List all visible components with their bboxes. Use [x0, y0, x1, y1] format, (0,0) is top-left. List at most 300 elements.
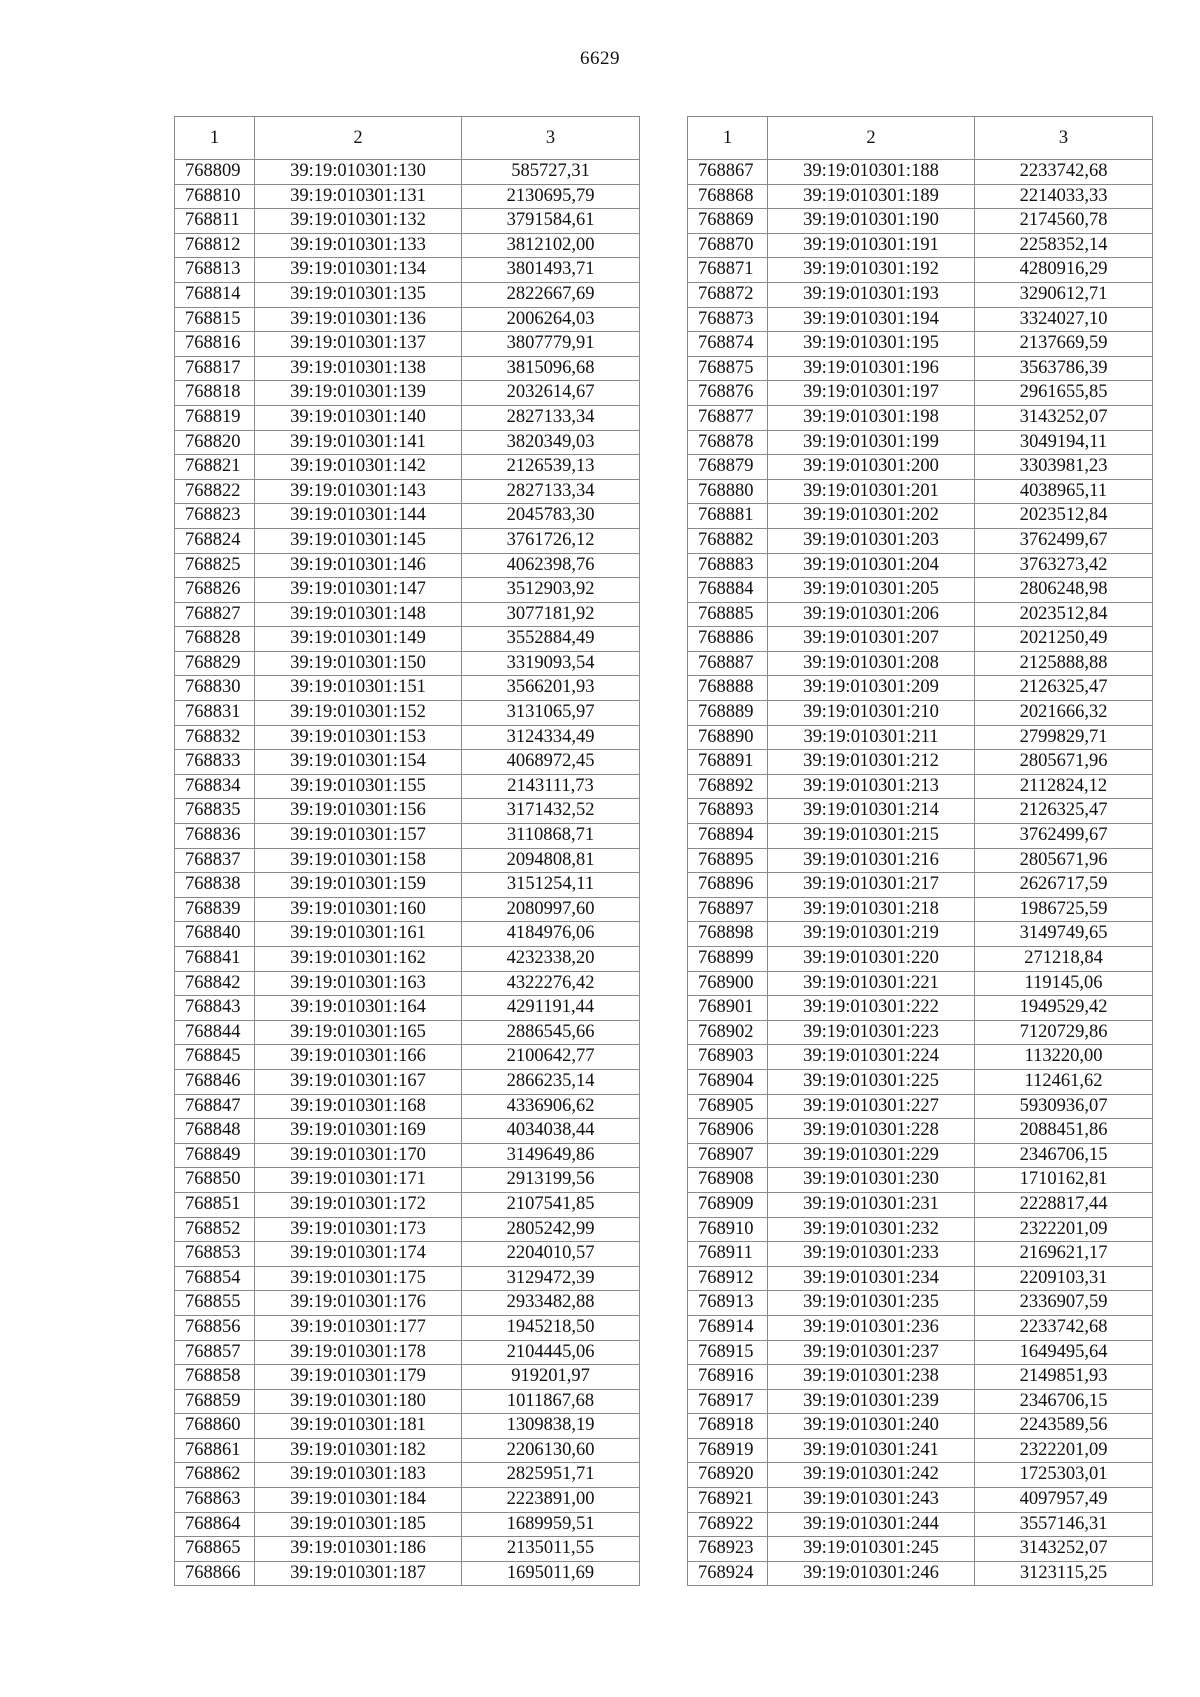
value-cell: 2006264,03: [462, 307, 640, 332]
value-cell: 2204010,57: [462, 1242, 640, 1267]
value-cell: 2126325,47: [975, 799, 1153, 824]
value-cell: 3143252,07: [975, 405, 1153, 430]
value-cell: 2805671,96: [975, 848, 1153, 873]
value-cell: 2126325,47: [975, 676, 1153, 701]
value-cell: 1710162,81: [975, 1168, 1153, 1193]
value-cell: 3131065,97: [462, 701, 640, 726]
value-cell: 2346706,15: [975, 1389, 1153, 1414]
record-number-cell: 768846: [175, 1069, 255, 1094]
cadastral-number-cell: 39:19:010301:242: [768, 1463, 975, 1488]
cadastral-number-cell: 39:19:010301:146: [255, 553, 462, 578]
record-number-cell: 768907: [688, 1143, 768, 1168]
record-number-cell: 768819: [175, 405, 255, 430]
record-number-cell: 768889: [688, 701, 768, 726]
column-header-3: 3: [462, 117, 640, 160]
table-row: [688, 1389, 1153, 1414]
record-number-cell: 768865: [175, 1537, 255, 1562]
cadastral-number-cell: 39:19:010301:232: [768, 1217, 975, 1242]
table-row: [688, 873, 1153, 898]
table-row: [175, 824, 640, 849]
record-number-cell: 768901: [688, 996, 768, 1021]
table-row: [175, 1069, 640, 1094]
value-cell: 2209103,31: [975, 1266, 1153, 1291]
cadastral-number-cell: 39:19:010301:178: [255, 1340, 462, 1365]
record-number-cell: 768851: [175, 1192, 255, 1217]
table-row: [175, 627, 640, 652]
record-number-cell: 768885: [688, 602, 768, 627]
value-cell: 2149851,93: [975, 1365, 1153, 1390]
value-cell: 4232338,20: [462, 947, 640, 972]
record-number-cell: 768894: [688, 824, 768, 849]
value-cell: 1309838,19: [462, 1414, 640, 1439]
table-row: [688, 824, 1153, 849]
value-cell: 2125888,88: [975, 651, 1153, 676]
table-row: [688, 430, 1153, 455]
cadastral-number-cell: 39:19:010301:162: [255, 947, 462, 972]
cadastral-number-cell: 39:19:010301:164: [255, 996, 462, 1021]
record-number-cell: 768827: [175, 602, 255, 627]
cadastral-number-cell: 39:19:010301:196: [768, 356, 975, 381]
cadastral-number-cell: 39:19:010301:236: [768, 1315, 975, 1340]
record-number-cell: 768875: [688, 356, 768, 381]
value-cell: 2126539,13: [462, 455, 640, 480]
table-row: [175, 1143, 640, 1168]
table-row: [688, 1291, 1153, 1316]
register-table-left: [174, 116, 640, 1586]
record-number-cell: 768910: [688, 1217, 768, 1242]
value-cell: 3566201,93: [462, 676, 640, 701]
cadastral-number-cell: 39:19:010301:233: [768, 1242, 975, 1267]
cadastral-number-cell: 39:19:010301:168: [255, 1094, 462, 1119]
record-number-cell: 768840: [175, 922, 255, 947]
value-cell: 4291191,44: [462, 996, 640, 1021]
record-number-cell: 768899: [688, 947, 768, 972]
table-header-row: [688, 117, 1153, 160]
record-number-cell: 768900: [688, 971, 768, 996]
record-number-cell: 768918: [688, 1414, 768, 1439]
value-cell: 2805671,96: [975, 750, 1153, 775]
record-number-cell: 768821: [175, 455, 255, 480]
record-number-cell: 768884: [688, 578, 768, 603]
table-row: [175, 873, 640, 898]
value-cell: 3077181,92: [462, 602, 640, 627]
cadastral-number-cell: 39:19:010301:165: [255, 1020, 462, 1045]
record-number-cell: 768831: [175, 701, 255, 726]
record-number-cell: 768911: [688, 1242, 768, 1267]
value-cell: 3552884,49: [462, 627, 640, 652]
cadastral-number-cell: 39:19:010301:245: [768, 1537, 975, 1562]
record-number-cell: 768844: [175, 1020, 255, 1045]
value-cell: 2886545,66: [462, 1020, 640, 1045]
value-cell: 1986725,59: [975, 897, 1153, 922]
table-row: [175, 455, 640, 480]
record-number-cell: 768856: [175, 1315, 255, 1340]
record-number-cell: 768886: [688, 627, 768, 652]
table-row: [688, 897, 1153, 922]
table-row: [175, 1192, 640, 1217]
table-row: [688, 381, 1153, 406]
record-number-cell: 768903: [688, 1045, 768, 1070]
record-number-cell: 768921: [688, 1488, 768, 1513]
value-cell: 271218,84: [975, 947, 1153, 972]
cadastral-number-cell: 39:19:010301:179: [255, 1365, 462, 1390]
value-cell: 2827133,34: [462, 405, 640, 430]
table-row: [688, 602, 1153, 627]
cadastral-number-cell: 39:19:010301:154: [255, 750, 462, 775]
value-cell: 3807779,91: [462, 332, 640, 357]
record-number-cell: 768866: [175, 1561, 255, 1586]
cadastral-number-cell: 39:19:010301:183: [255, 1463, 462, 1488]
table-row: [688, 209, 1153, 234]
table-row: [175, 897, 640, 922]
table-body-left: [175, 160, 640, 1586]
record-number-cell: 768859: [175, 1389, 255, 1414]
record-number-cell: 768838: [175, 873, 255, 898]
value-cell: 2023512,84: [975, 504, 1153, 529]
table-row: [688, 405, 1153, 430]
table-row: [175, 504, 640, 529]
value-cell: 2322201,09: [975, 1217, 1153, 1242]
table-body-right: [688, 160, 1153, 1586]
value-cell: 3149649,86: [462, 1143, 640, 1168]
table-row: [688, 1488, 1153, 1513]
cadastral-number-cell: 39:19:010301:186: [255, 1537, 462, 1562]
value-cell: 3143252,07: [975, 1537, 1153, 1562]
value-cell: 2080997,60: [462, 897, 640, 922]
cadastral-number-cell: 39:19:010301:169: [255, 1119, 462, 1144]
value-cell: 1949529,42: [975, 996, 1153, 1021]
cadastral-number-cell: 39:19:010301:159: [255, 873, 462, 898]
table-row: [175, 1438, 640, 1463]
cadastral-number-cell: 39:19:010301:230: [768, 1168, 975, 1193]
table-row: [175, 184, 640, 209]
value-cell: 2825951,71: [462, 1463, 640, 1488]
value-cell: 4062398,76: [462, 553, 640, 578]
value-cell: 1725303,01: [975, 1463, 1153, 1488]
table-row: [175, 1389, 640, 1414]
cadastral-number-cell: 39:19:010301:212: [768, 750, 975, 775]
cadastral-number-cell: 39:19:010301:191: [768, 233, 975, 258]
cadastral-number-cell: 39:19:010301:224: [768, 1045, 975, 1070]
value-cell: 3761726,12: [462, 528, 640, 553]
value-cell: 7120729,86: [975, 1020, 1153, 1045]
table-row: [175, 282, 640, 307]
value-cell: 3123115,25: [975, 1561, 1153, 1586]
column-header-1: 1: [688, 117, 768, 160]
cadastral-number-cell: 39:19:010301:208: [768, 651, 975, 676]
cadastral-number-cell: 39:19:010301:225: [768, 1069, 975, 1094]
value-cell: 2112824,12: [975, 774, 1153, 799]
table-row: [175, 651, 640, 676]
cadastral-number-cell: 39:19:010301:228: [768, 1119, 975, 1144]
record-number-cell: 768828: [175, 627, 255, 652]
cadastral-number-cell: 39:19:010301:189: [768, 184, 975, 209]
value-cell: 2322201,09: [975, 1438, 1153, 1463]
table-row: [688, 1315, 1153, 1340]
record-number-cell: 768877: [688, 405, 768, 430]
record-number-cell: 768854: [175, 1266, 255, 1291]
table-row: [688, 701, 1153, 726]
record-number-cell: 768915: [688, 1340, 768, 1365]
table-row: [175, 1365, 640, 1390]
value-cell: 3763273,42: [975, 553, 1153, 578]
cadastral-number-cell: 39:19:010301:227: [768, 1094, 975, 1119]
record-number-cell: 768870: [688, 233, 768, 258]
table-row: [688, 947, 1153, 972]
record-number-cell: 768809: [175, 160, 255, 185]
cadastral-number-cell: 39:19:010301:184: [255, 1488, 462, 1513]
table-row: [688, 1365, 1153, 1390]
value-cell: 4034038,44: [462, 1119, 640, 1144]
value-cell: 3512903,92: [462, 578, 640, 603]
value-cell: 3303981,23: [975, 455, 1153, 480]
cadastral-number-cell: 39:19:010301:142: [255, 455, 462, 480]
cadastral-number-cell: 39:19:010301:221: [768, 971, 975, 996]
value-cell: 3815096,68: [462, 356, 640, 381]
value-cell: 2866235,14: [462, 1069, 640, 1094]
record-number-cell: 768829: [175, 651, 255, 676]
value-cell: 119145,06: [975, 971, 1153, 996]
value-cell: 1945218,50: [462, 1315, 640, 1340]
table-row: [688, 1119, 1153, 1144]
record-number-cell: 768820: [175, 430, 255, 455]
table-row: [688, 553, 1153, 578]
record-number-cell: 768815: [175, 307, 255, 332]
record-number-cell: 768881: [688, 504, 768, 529]
value-cell: 2336907,59: [975, 1291, 1153, 1316]
value-cell: 2135011,55: [462, 1537, 640, 1562]
record-number-cell: 768874: [688, 332, 768, 357]
record-number-cell: 768841: [175, 947, 255, 972]
table-row: [688, 750, 1153, 775]
value-cell: 2214033,33: [975, 184, 1153, 209]
cadastral-number-cell: 39:19:010301:160: [255, 897, 462, 922]
cadastral-number-cell: 39:19:010301:239: [768, 1389, 975, 1414]
value-cell: 2233742,68: [975, 160, 1153, 185]
table-row: [175, 233, 640, 258]
table-row: [688, 1463, 1153, 1488]
value-cell: 2045783,30: [462, 504, 640, 529]
table-row: [688, 332, 1153, 357]
cadastral-number-cell: 39:19:010301:235: [768, 1291, 975, 1316]
table-row: [688, 1537, 1153, 1562]
cadastral-number-cell: 39:19:010301:133: [255, 233, 462, 258]
cadastral-number-cell: 39:19:010301:137: [255, 332, 462, 357]
record-number-cell: 768814: [175, 282, 255, 307]
table-row: [688, 1512, 1153, 1537]
cadastral-number-cell: 39:19:010301:231: [768, 1192, 975, 1217]
record-number-cell: 768880: [688, 479, 768, 504]
value-cell: 3049194,11: [975, 430, 1153, 455]
cadastral-number-cell: 39:19:010301:177: [255, 1315, 462, 1340]
value-cell: 1649495,64: [975, 1340, 1153, 1365]
cadastral-number-cell: 39:19:010301:151: [255, 676, 462, 701]
record-number-cell: 768811: [175, 209, 255, 234]
cadastral-number-cell: 39:19:010301:182: [255, 1438, 462, 1463]
cadastral-number-cell: 39:19:010301:175: [255, 1266, 462, 1291]
cadastral-number-cell: 39:19:010301:244: [768, 1512, 975, 1537]
table-row: [175, 1315, 640, 1340]
record-number-cell: 768839: [175, 897, 255, 922]
table-row: [175, 209, 640, 234]
cadastral-number-cell: 39:19:010301:198: [768, 405, 975, 430]
record-number-cell: 768852: [175, 1217, 255, 1242]
value-cell: 3801493,71: [462, 258, 640, 283]
record-number-cell: 768836: [175, 824, 255, 849]
cadastral-number-cell: 39:19:010301:220: [768, 947, 975, 972]
record-number-cell: 768864: [175, 1512, 255, 1537]
value-cell: 2806248,98: [975, 578, 1153, 603]
table-row: [688, 971, 1153, 996]
cadastral-number-cell: 39:19:010301:135: [255, 282, 462, 307]
value-cell: 2822667,69: [462, 282, 640, 307]
value-cell: 2094808,81: [462, 848, 640, 873]
table-row: [688, 282, 1153, 307]
cadastral-number-cell: 39:19:010301:150: [255, 651, 462, 676]
table-row: [175, 1266, 640, 1291]
cadastral-number-cell: 39:19:010301:187: [255, 1561, 462, 1586]
record-number-cell: 768883: [688, 553, 768, 578]
record-number-cell: 768917: [688, 1389, 768, 1414]
cadastral-number-cell: 39:19:010301:174: [255, 1242, 462, 1267]
table-row: [688, 1143, 1153, 1168]
record-number-cell: 768882: [688, 528, 768, 553]
record-number-cell: 768905: [688, 1094, 768, 1119]
table-row: [688, 1069, 1153, 1094]
value-cell: 2258352,14: [975, 233, 1153, 258]
record-number-cell: 768857: [175, 1340, 255, 1365]
table-header-row: [175, 117, 640, 160]
table-row: [688, 1561, 1153, 1586]
cadastral-number-cell: 39:19:010301:148: [255, 602, 462, 627]
cadastral-number-cell: 39:19:010301:149: [255, 627, 462, 652]
cadastral-number-cell: 39:19:010301:240: [768, 1414, 975, 1439]
record-number-cell: 768832: [175, 725, 255, 750]
cadastral-number-cell: 39:19:010301:167: [255, 1069, 462, 1094]
table-row: [688, 1438, 1153, 1463]
record-number-cell: 768912: [688, 1266, 768, 1291]
value-cell: 3557146,31: [975, 1512, 1153, 1537]
value-cell: 113220,00: [975, 1045, 1153, 1070]
value-cell: 3124334,49: [462, 725, 640, 750]
cadastral-number-cell: 39:19:010301:200: [768, 455, 975, 480]
record-number-cell: 768876: [688, 381, 768, 406]
value-cell: 4184976,06: [462, 922, 640, 947]
cadastral-number-cell: 39:19:010301:204: [768, 553, 975, 578]
value-cell: 3129472,39: [462, 1266, 640, 1291]
cadastral-number-cell: 39:19:010301:139: [255, 381, 462, 406]
record-number-cell: 768924: [688, 1561, 768, 1586]
record-number-cell: 768891: [688, 750, 768, 775]
table-row: [175, 701, 640, 726]
table-row: [688, 1217, 1153, 1242]
record-number-cell: 768842: [175, 971, 255, 996]
record-number-cell: 768834: [175, 774, 255, 799]
table-row: [175, 1414, 640, 1439]
table-row: [175, 996, 640, 1021]
value-cell: 4038965,11: [975, 479, 1153, 504]
table-row: [688, 799, 1153, 824]
cadastral-number-cell: 39:19:010301:155: [255, 774, 462, 799]
table-row: [688, 184, 1153, 209]
value-cell: 3319093,54: [462, 651, 640, 676]
table-row: [175, 1561, 640, 1586]
table-row: [688, 258, 1153, 283]
table-row: [688, 356, 1153, 381]
value-cell: 3149749,65: [975, 922, 1153, 947]
cadastral-number-cell: 39:19:010301:176: [255, 1291, 462, 1316]
cadastral-number-cell: 39:19:010301:147: [255, 578, 462, 603]
value-cell: 3762499,67: [975, 528, 1153, 553]
value-cell: 3812102,00: [462, 233, 640, 258]
value-cell: 2032614,67: [462, 381, 640, 406]
table-row: [175, 1119, 640, 1144]
record-number-cell: 768826: [175, 578, 255, 603]
value-cell: 3151254,11: [462, 873, 640, 898]
record-number-cell: 768848: [175, 1119, 255, 1144]
value-cell: 1689959,51: [462, 1512, 640, 1537]
cadastral-number-cell: 39:19:010301:138: [255, 356, 462, 381]
table-row: [688, 578, 1153, 603]
cadastral-number-cell: 39:19:010301:190: [768, 209, 975, 234]
value-cell: 3171432,52: [462, 799, 640, 824]
cadastral-number-cell: 39:19:010301:218: [768, 897, 975, 922]
cadastral-number-cell: 39:19:010301:202: [768, 504, 975, 529]
table-row: [175, 1340, 640, 1365]
cadastral-number-cell: 39:19:010301:207: [768, 627, 975, 652]
table-row: [688, 774, 1153, 799]
table-row: [175, 799, 640, 824]
record-number-cell: 768812: [175, 233, 255, 258]
value-cell: 2799829,71: [975, 725, 1153, 750]
cadastral-number-cell: 39:19:010301:203: [768, 528, 975, 553]
value-cell: 2021250,49: [975, 627, 1153, 652]
table-row: [175, 479, 640, 504]
table-row: [175, 750, 640, 775]
record-number-cell: 768879: [688, 455, 768, 480]
record-number-cell: 768873: [688, 307, 768, 332]
cadastral-number-cell: 39:19:010301:238: [768, 1365, 975, 1390]
value-cell: 2913199,56: [462, 1168, 640, 1193]
record-number-cell: 768822: [175, 479, 255, 504]
table-row: [175, 1045, 640, 1070]
record-number-cell: 768862: [175, 1463, 255, 1488]
column-header-3: 3: [975, 117, 1153, 160]
table-row: [175, 922, 640, 947]
record-number-cell: 768853: [175, 1242, 255, 1267]
value-cell: 2223891,00: [462, 1488, 640, 1513]
value-cell: 2088451,86: [975, 1119, 1153, 1144]
value-cell: 3290612,71: [975, 282, 1153, 307]
record-number-cell: 768895: [688, 848, 768, 873]
record-number-cell: 768825: [175, 553, 255, 578]
cadastral-number-cell: 39:19:010301:156: [255, 799, 462, 824]
cadastral-number-cell: 39:19:010301:136: [255, 307, 462, 332]
table-row: [175, 258, 640, 283]
record-number-cell: 768843: [175, 996, 255, 1021]
cadastral-number-cell: 39:19:010301:201: [768, 479, 975, 504]
record-number-cell: 768863: [175, 1488, 255, 1513]
value-cell: 3762499,67: [975, 824, 1153, 849]
cadastral-number-cell: 39:19:010301:181: [255, 1414, 462, 1439]
cadastral-number-cell: 39:19:010301:144: [255, 504, 462, 529]
table-row: [175, 332, 640, 357]
value-cell: 2961655,85: [975, 381, 1153, 406]
value-cell: 2100642,77: [462, 1045, 640, 1070]
value-cell: 2243589,56: [975, 1414, 1153, 1439]
cadastral-number-cell: 39:19:010301:215: [768, 824, 975, 849]
record-number-cell: 768817: [175, 356, 255, 381]
